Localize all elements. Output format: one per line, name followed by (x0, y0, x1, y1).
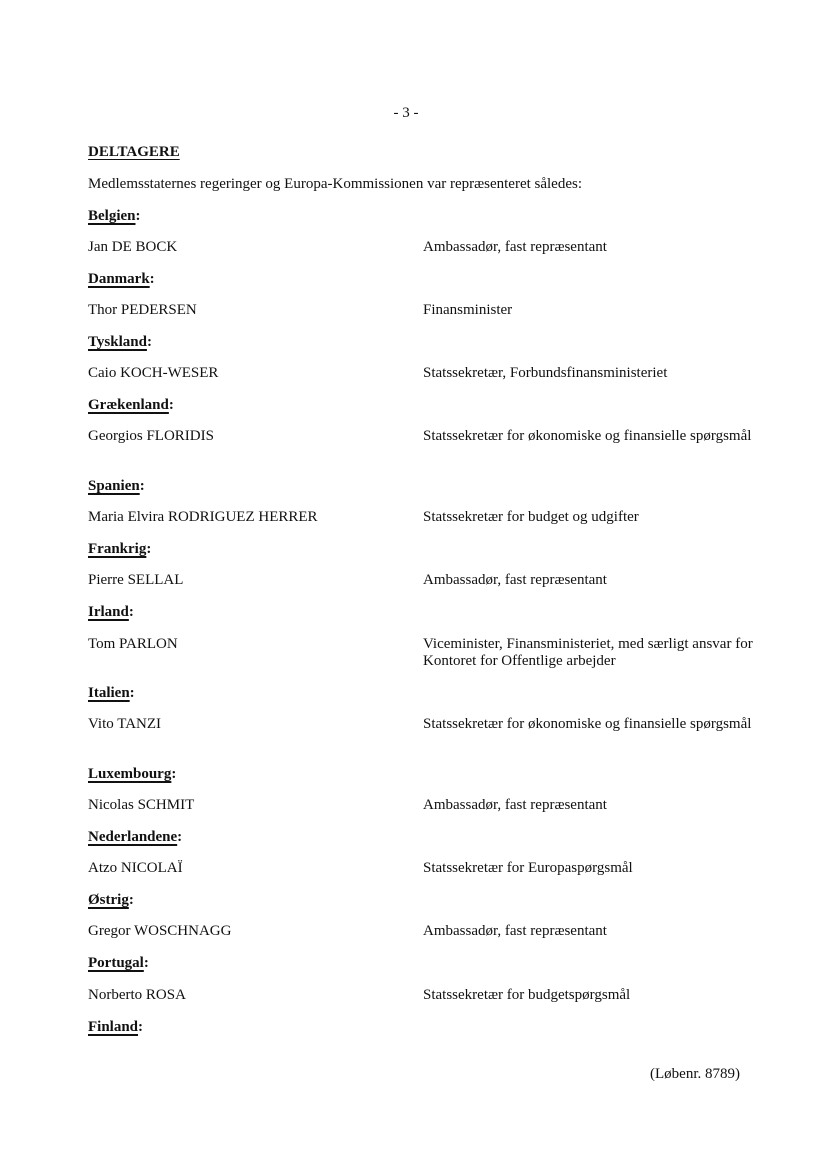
country-name: Luxembourg (88, 766, 172, 782)
delegate-role: Statssekretær for økonomiske og finansielle spørgsmål (423, 428, 752, 444)
country-name: Belgien (88, 208, 136, 224)
delegate-name: Pierre SELLAL (88, 572, 184, 588)
country-heading-danmark: Danmark: (88, 271, 155, 287)
country-heading-portugal: Portugal: (88, 955, 149, 971)
delegate-name: Nicolas SCHMIT (88, 797, 195, 813)
delegate-role: Finansminister (423, 302, 513, 318)
country-heading-italien: Italien: (88, 685, 135, 701)
country-name: Nederlandene (88, 829, 178, 845)
delegate-role: Statssekretær, Forbundsfinansministeriet (423, 365, 668, 381)
country-name: Østrig (88, 892, 129, 908)
delegate-name: Gregor WOSCHNAGG (88, 923, 232, 939)
page-number: - 3 - (393, 105, 419, 121)
country-name: Finland (88, 1019, 139, 1035)
country-name: Frankrig (88, 541, 147, 557)
country-heading-frankrig: Frankrig: (88, 541, 152, 557)
delegate-role: Statssekretær for økonomiske og finansielle spørgsmål (423, 716, 752, 732)
country-name: Portugal (88, 955, 144, 971)
delegate-name: Jan DE BOCK (88, 239, 178, 255)
country-heading-belgien: Belgien: (88, 208, 141, 224)
delegate-role: Statssekretær for budget og udgifter (423, 509, 639, 525)
country-name: Spanien (88, 478, 140, 494)
delegate-role: Ambassadør, fast repræsentant (423, 923, 607, 939)
delegate-name: Thor PEDERSEN (88, 302, 197, 318)
country-heading-irland: Irland: (88, 604, 134, 620)
country-heading-oestrig: Østrig: (88, 892, 134, 908)
country-name: Irland (88, 604, 129, 620)
delegate-name: Vito TANZI (88, 716, 162, 732)
delegate-name: Norberto ROSA (88, 987, 186, 1003)
country-name: Danmark (88, 271, 150, 287)
document-serial-number: (Løbenr. 8789) (650, 1066, 740, 1082)
country-heading-graekenland: Grækenland: (88, 397, 174, 413)
delegate-role: Ambassadør, fast repræsentant (423, 797, 607, 813)
country-name: Italien (88, 685, 130, 701)
country-heading-luxembourg: Luxembourg: (88, 766, 177, 782)
country-name: Tyskland (88, 334, 147, 350)
delegate-name: Atzo NICOLAÏ (88, 860, 183, 876)
country-name: Grækenland (88, 397, 169, 413)
country-heading-spanien: Spanien: (88, 478, 145, 494)
country-heading-finland: Finland: (88, 1019, 144, 1035)
delegate-role: Statssekretær for budgetspørgsmål (423, 987, 631, 1003)
delegate-name: Caio KOCH-WESER (88, 365, 219, 381)
delegate-role: Statssekretær for Europaspørgsmål (423, 860, 633, 876)
delegate-role: Ambassadør, fast repræsentant (423, 239, 607, 255)
country-heading-tyskland: Tyskland: (88, 334, 152, 350)
intro-text: Medlemsstaternes regeringer og Europa-Kommissionen var repræsenteret således: (88, 176, 583, 192)
delegate-role: Viceminister, Finansministeriet, med særligt ansvar for Kontoret for Offentlige arbejder (423, 636, 753, 669)
delegate-role: Ambassadør, fast repræsentant (423, 572, 607, 588)
country-heading-nederlandene: Nederlandene: (88, 829, 183, 845)
section-heading: DELTAGERE (88, 144, 180, 160)
delegate-name: Maria Elvira RODRIGUEZ HERRER (88, 509, 318, 525)
delegate-name: Georgios FLORIDIS (88, 428, 214, 444)
delegate-name: Tom PARLON (88, 636, 178, 652)
